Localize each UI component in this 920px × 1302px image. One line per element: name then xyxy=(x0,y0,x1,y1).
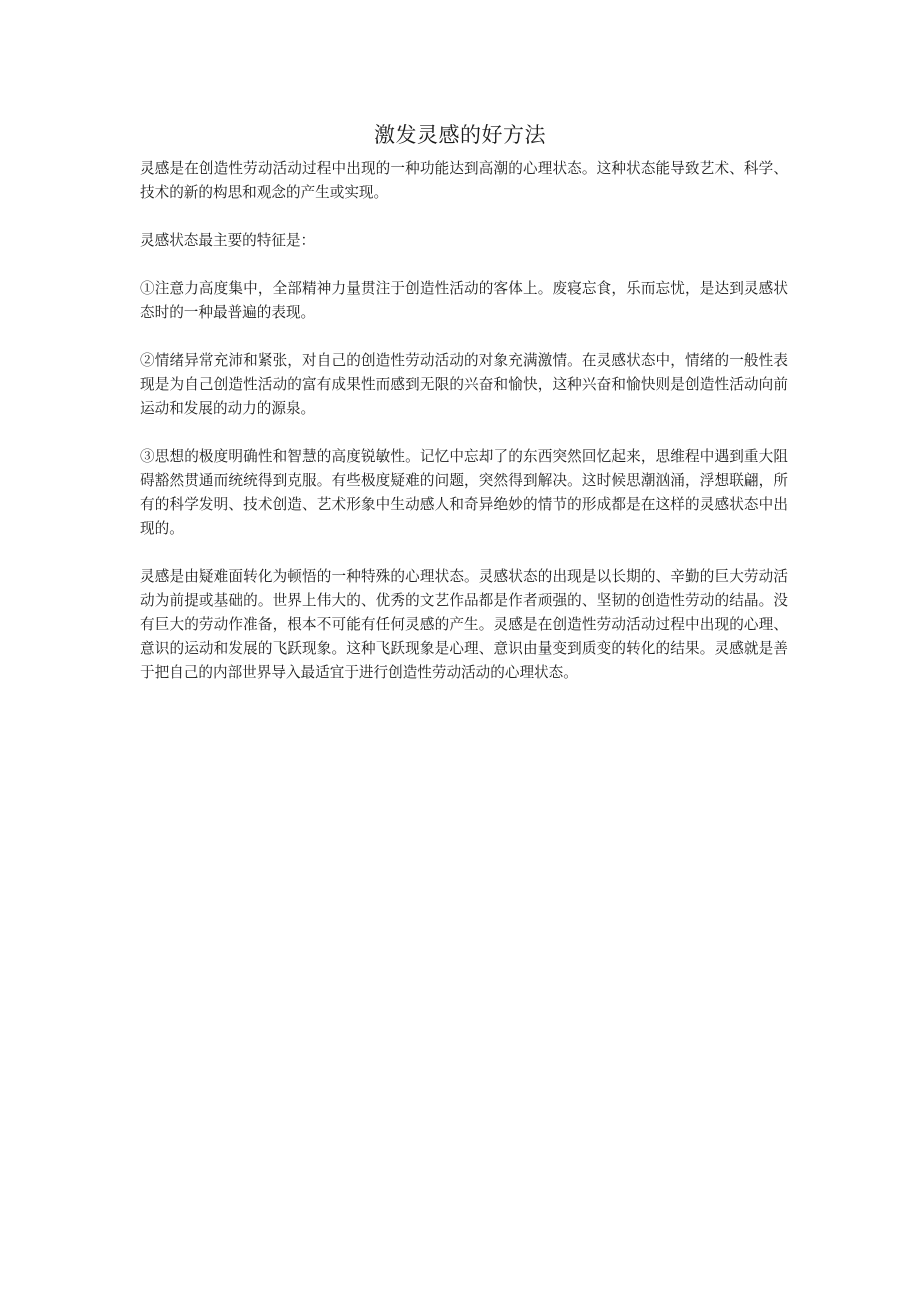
paragraph-feature-3: ③思想的极度明确性和智慧的高度锐敏性。记忆中忘却了的东西突然回忆起来，思维程中遇到重大阻碍豁然贯通而统统得到克服。有些极度疑难的问题，突然得到解决。这时候思潮汹涌，浮想联翩，所有的科学发明、技术创造、艺术形象中生动感人和奇异绝妙的情节的形成都是在这样的灵感状态中出现的。 xyxy=(140,448,788,537)
document-title: 激发灵感的好方法 xyxy=(374,123,546,147)
paragraph-conclusion: 灵感是由疑难面转化为顿悟的一种特殊的心理状态。灵感状态的出现是以长期的、辛勤的巨大劳动活动为前提或基础的。世界上伟大的、优秀的文艺作品都是作者顽强的、坚韧的创造性劳动的结晶。没有巨大的劳动作准备，根本不可能有任何灵感的产生。灵感是在创造性劳动活动过程中出现的心理、意识的运动和发展的飞跃现象。这种飞跃现象是心理、意识由量变到质变的转化的结果。灵感就是善于把自己的内部世界导入最适宜于进行创造性劳动活动的心理状态。 xyxy=(140,568,788,681)
paragraph-features-heading: 灵感状态最主要的特征是： xyxy=(140,232,316,249)
paragraph-feature-2: ②情绪异常充沛和紧张，对自己的创造性劳动活动的对象充满激情。在灵感状态中，情绪的一般性表现是为自己创造性活动的富有成果性而感到无限的兴奋和愉快，这种兴奋和愉快则是创造性活动向前运动和发展的动力的源泉。 xyxy=(140,352,788,417)
paragraph-intro: 灵感是在创造性劳动活动过程中出现的一种功能达到高潮的心理状态。这种状态能导致艺术、科学、技术的新的构思和观念的产生或实现。 xyxy=(140,160,788,201)
paragraph-feature-1: ①注意力高度集中，全部精神力量贯注于创造性活动的客体上。废寝忘食，乐而忘忧，是达到灵感状态时的一种最普遍的表现。 xyxy=(140,280,788,321)
document-body xyxy=(140,157,788,709)
